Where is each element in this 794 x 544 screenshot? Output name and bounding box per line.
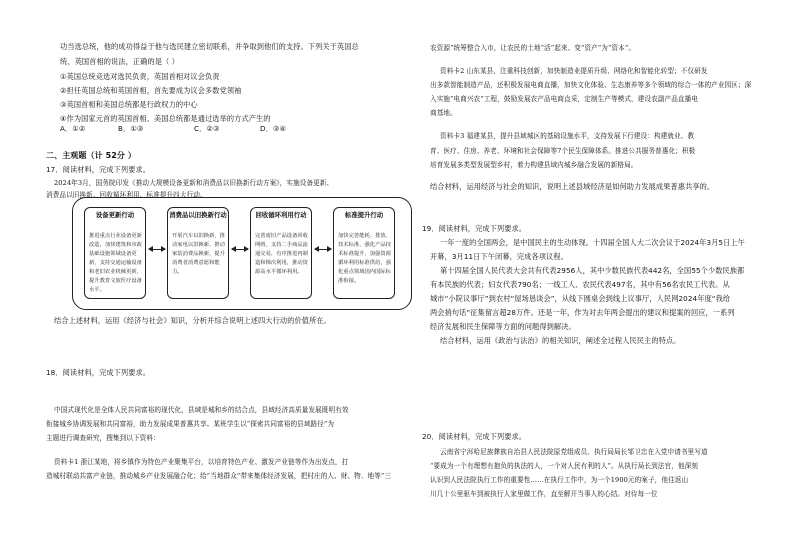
diagram-box-title: 消费品以旧换新行动 — [169, 211, 227, 219]
q17-heading: 17．阅读材料，完成下列要求。 — [46, 165, 151, 174]
q18-cont-text: 入实施“电商兴农”工程，鼓励发展农产品电商直采，定制生产等模式，建设农副产品直播电 — [430, 95, 698, 103]
q16-option-b: B．①③ — [118, 124, 144, 133]
diagram-box-title: 设备更新行动 — [95, 211, 135, 219]
q18-cont-text: 出多款智能制造产品，还积极发展电商直播，加快文化体验、生态康养等多个领域的综合一体的产业园区；深 — [430, 81, 752, 89]
q17-question: 结合上述材料，运用《经济与社会》知识，分析并综合说明上述四大行动的价值所在。 — [54, 316, 331, 325]
q16-option-a: A．①② — [60, 124, 86, 133]
diagram-box-body: 加快完善能耗、排放、技术标准，强化产品技术标准提升，加强资源循环利用标准供给，强化重点领域国内国际标准衔接。 — [338, 233, 391, 284]
q18-cont-text: 资料卡2 山东某县，注重科技创新，加快制造业提质升级、网络化和智能化转型；不仅研发 — [440, 67, 708, 75]
q19-text: 开幕，3月11日下午闭幕，完成各项议程。 — [430, 252, 568, 261]
diagram-box-equipment — [84, 207, 146, 299]
q19-heading: 19．阅读材料，完成下列要求。 — [422, 224, 527, 233]
diagram-box-body: 完善废旧产品设备回收网络，支持二手商品流通交易，有序推进再制造和梯次利用，推动资源高水平循环利用。 — [255, 233, 308, 275]
diagram-box-body: 开展汽车以旧换新，推动家电以旧换新，推动家装消费品换新，提升消费者消费意愿和能力。 — [172, 233, 225, 275]
q18-text: 资料卡1 浙江某地，将乡镇作为特色产业聚集平台，以培育特色产业、激发产业链等作为出发点，打 — [54, 458, 349, 466]
q16-option-c: C．②③ — [194, 124, 220, 133]
diagram-double-arrow — [315, 249, 331, 250]
q20-heading: 20．阅读材料，完成下列要求。 — [422, 432, 527, 441]
q18-cont-text: 农资源”统筹整合入市，让农民的土地“活”起来、变“资产”为“资本”。 — [430, 44, 636, 52]
diagram-double-arrow — [149, 249, 165, 250]
q19-text: 城市“小院议事厅”到农村“屋场恳谈会”，从线下圆桌会到线上议事厅，人民网2024年度“我给 — [430, 294, 731, 303]
q18-question: 结合材料，运用经济与社会的知识，说明上述县域经济是如何助力发展成果普惠共享的。 — [430, 182, 715, 191]
q20-text: 认识到人民法院执行工作的重要性……在执行工作中，为一个1900元的案子，他往返山 — [430, 476, 689, 484]
q19-text: 有本民族的代表；妇女代表790名；一线工人、农民代表497名，其中有56名农民工代表。从 — [430, 280, 730, 289]
q18-cont-text: 商基地。 — [430, 109, 457, 117]
diagram-box-standards — [333, 207, 395, 299]
right-column — [422, 0, 760, 544]
q19-text: 经济发展和民生保障等方面的问题得到解决。 — [430, 322, 576, 331]
diagram-box-title: 回收循环利用行动 — [255, 211, 307, 219]
q18-text: 中国式现代化是全体人民共同富裕的现代化，县域是城和乡的结合点，县域经济高质量发展既明有效 — [54, 406, 349, 414]
q18-heading: 18．阅读材料，完成下列要求。 — [46, 368, 151, 377]
q20-text: “要成为一个有理想有抱负的执法的人，一个对人民有利的人”。从执行局长到法官，他深刻 — [430, 462, 698, 470]
diagram-box-tradein — [167, 207, 229, 299]
q19-text: 一年一度的全国两会，是中国民主的生动体现。十四届全国人大二次会议于2024年3月5日上午 — [440, 238, 745, 247]
q19-text: 两会捎句话”征集留言超28万件。还是一年，作为对去年两会提出的建议和提案的回应，一系列 — [430, 308, 735, 317]
q16-item: ②担任英国总统和英国首相，首先要成为议会多数党领袖 — [60, 86, 242, 95]
q16-item: ③英国首相和美国总统都是行政权力的中心 — [60, 100, 198, 109]
q20-text: 川几十公里驱车到被执行人家里做工作，直至解开当事人的心结。对待每一位 — [430, 490, 658, 498]
q18-text: 主题进行调查研究，搜集到以下资料： — [46, 434, 160, 442]
diagram-box-body: 推进重点行业设备更新改造，加快建筑和市政基础设施领域设备更新，支持交通运输设备和老旧农业机械更新，提升教育文旅医疗设备水平。 — [89, 233, 142, 293]
diagram-double-arrow — [232, 249, 248, 250]
section-heading: 二、主观题（计 52分 ） — [46, 151, 137, 160]
diagram-box-title: 标准提升行动 — [344, 211, 384, 219]
q17-text: 2024年3月，国务院印发《推动大规模设备更新和消费品以旧换新行动方案》，实施设备更新、 — [54, 179, 334, 187]
q19-question: 结合材料，运用《政治与法治》的相关知识，阐述全过程人民民主的特点。 — [440, 336, 681, 345]
q16-line: 功当选总统，他的成功得益于他与选民建立密切联系，并争取到他们的支持。下列关于英国总 — [60, 42, 359, 51]
q18-text: 造城村联动共富产业链，推动城乡产业发展融合化；给“当地群众”带来集体经济发展，把村庄的人、财、物、地等“三 — [46, 472, 392, 480]
q18-cont-text: 育、医疗、住房、养老、环境和社会保障等7个民生保障体系。推进公共服务普惠化；积极 — [430, 147, 696, 155]
q16-option-d: D．③④ — [260, 124, 287, 133]
q16-line: 统、英国首相的说法，正确的是（ ） — [60, 57, 179, 66]
q19-text: 第十四届全国人民代表大会共有代表2956人，其中少数民族代表442名，全国55个少数民族都 — [440, 266, 745, 275]
q16-item: ①英国总统竞选对选民负责，英国首相对议会负责 — [60, 72, 220, 81]
q18-text: 衔接城乡协调发展和共同富裕，助力发展成果普惠共享。某班学生以“探索共同富裕的县域路径”为 — [46, 420, 335, 428]
q18-cont-text: 资料卡3 福建某县，提升县域城区的基础设施水平，支持发展下行建设：构建就业、教 — [440, 132, 695, 140]
q18-cont-text: 培育发展多类型发展型乡村，着力构建县域内城乡融合发展的新格局。 — [430, 161, 638, 169]
q16-item: ④作为国家元首的英国首相、美国总统都是通过选举的方式产生的 — [60, 114, 271, 123]
diagram-box-recycling — [250, 207, 312, 299]
four-actions-diagram — [72, 197, 412, 310]
q20-text: 云南省宁洱哈尼族彝族自治县人民法院原党组成员、执行局局长邹卫忠在入党申请书里写道 — [440, 448, 708, 456]
q17-text: 消费品以旧换新、回收循环利用、标准提升四大行动。 — [46, 191, 207, 199]
